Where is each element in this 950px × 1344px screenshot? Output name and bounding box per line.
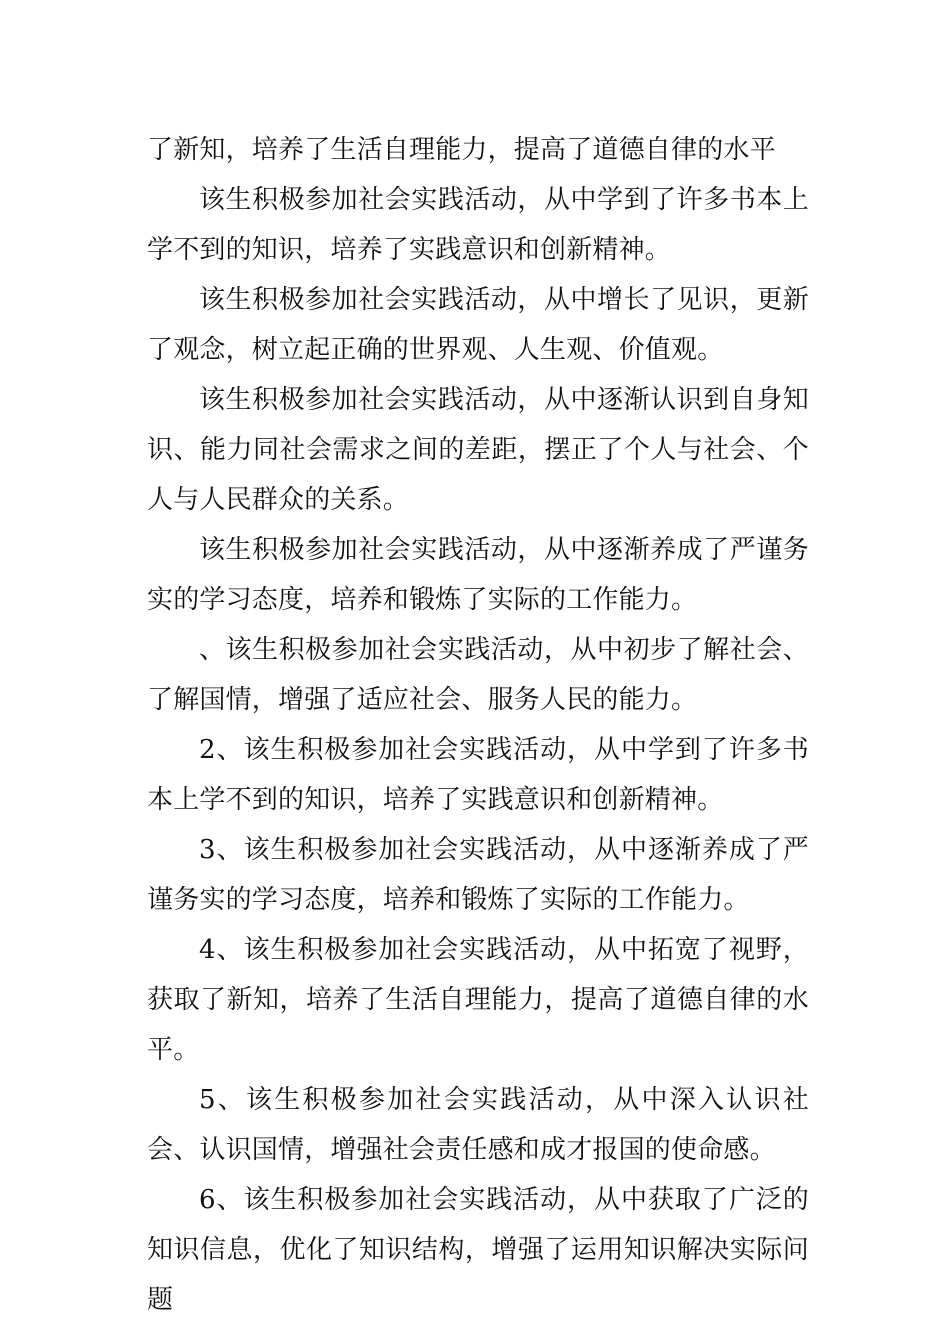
paragraph: 3、该生积极参加社会实践活动，从中逐渐养成了严谨务实的学习态度，培养和锻炼了实际的工作能力。: [147, 835, 809, 915]
paragraph: 6、该生积极参加社会实践活动，从中获取了广泛的知识信息，优化了知识结构，增强了运用知识解决实际问题: [147, 1185, 809, 1315]
paragraph: 该生积极参加社会实践活动，从中学到了许多书本上学不到的知识，培养了实践意识和创新精神。: [147, 185, 809, 265]
paragraph: 该生积极参加社会实践活动，从中增长了见识，更新了观念，树立起正确的世界观、人生观、价值观。: [147, 285, 809, 365]
paragraph: 该生积极参加社会实践活动，从中逐渐认识到自身知识、能力同社会需求之间的差距，摆正了个人与社会、个人与人民群众的关系。: [147, 385, 809, 515]
paragraph: 4、该生积极参加社会实践活动，从中拓宽了视野，获取了新知，培养了生活自理能力，提高了道德自律的水平。: [147, 935, 809, 1065]
paragraph: 该生积极参加社会实践活动，从中逐渐养成了严谨务实的学习态度，培养和锻炼了实际的工作能力。: [147, 535, 809, 615]
paragraph: 5、该生积极参加社会实践活动，从中深入认识社会、认识国情，增强社会责任感和成才报国的使命感。: [147, 1085, 809, 1165]
paragraph: 、该生积极参加社会实践活动，从中初步了解社会、了解国情，增强了适应社会、服务人民的能力。: [147, 635, 809, 715]
document-body: [147, 125, 809, 1325]
paragraph-continuation: 了新知，培养了生活自理能力，提高了道德自律的水平: [147, 135, 776, 165]
paragraph: 2、该生积极参加社会实践活动，从中学到了许多书本上学不到的知识，培养了实践意识和创新精神。: [147, 735, 809, 815]
